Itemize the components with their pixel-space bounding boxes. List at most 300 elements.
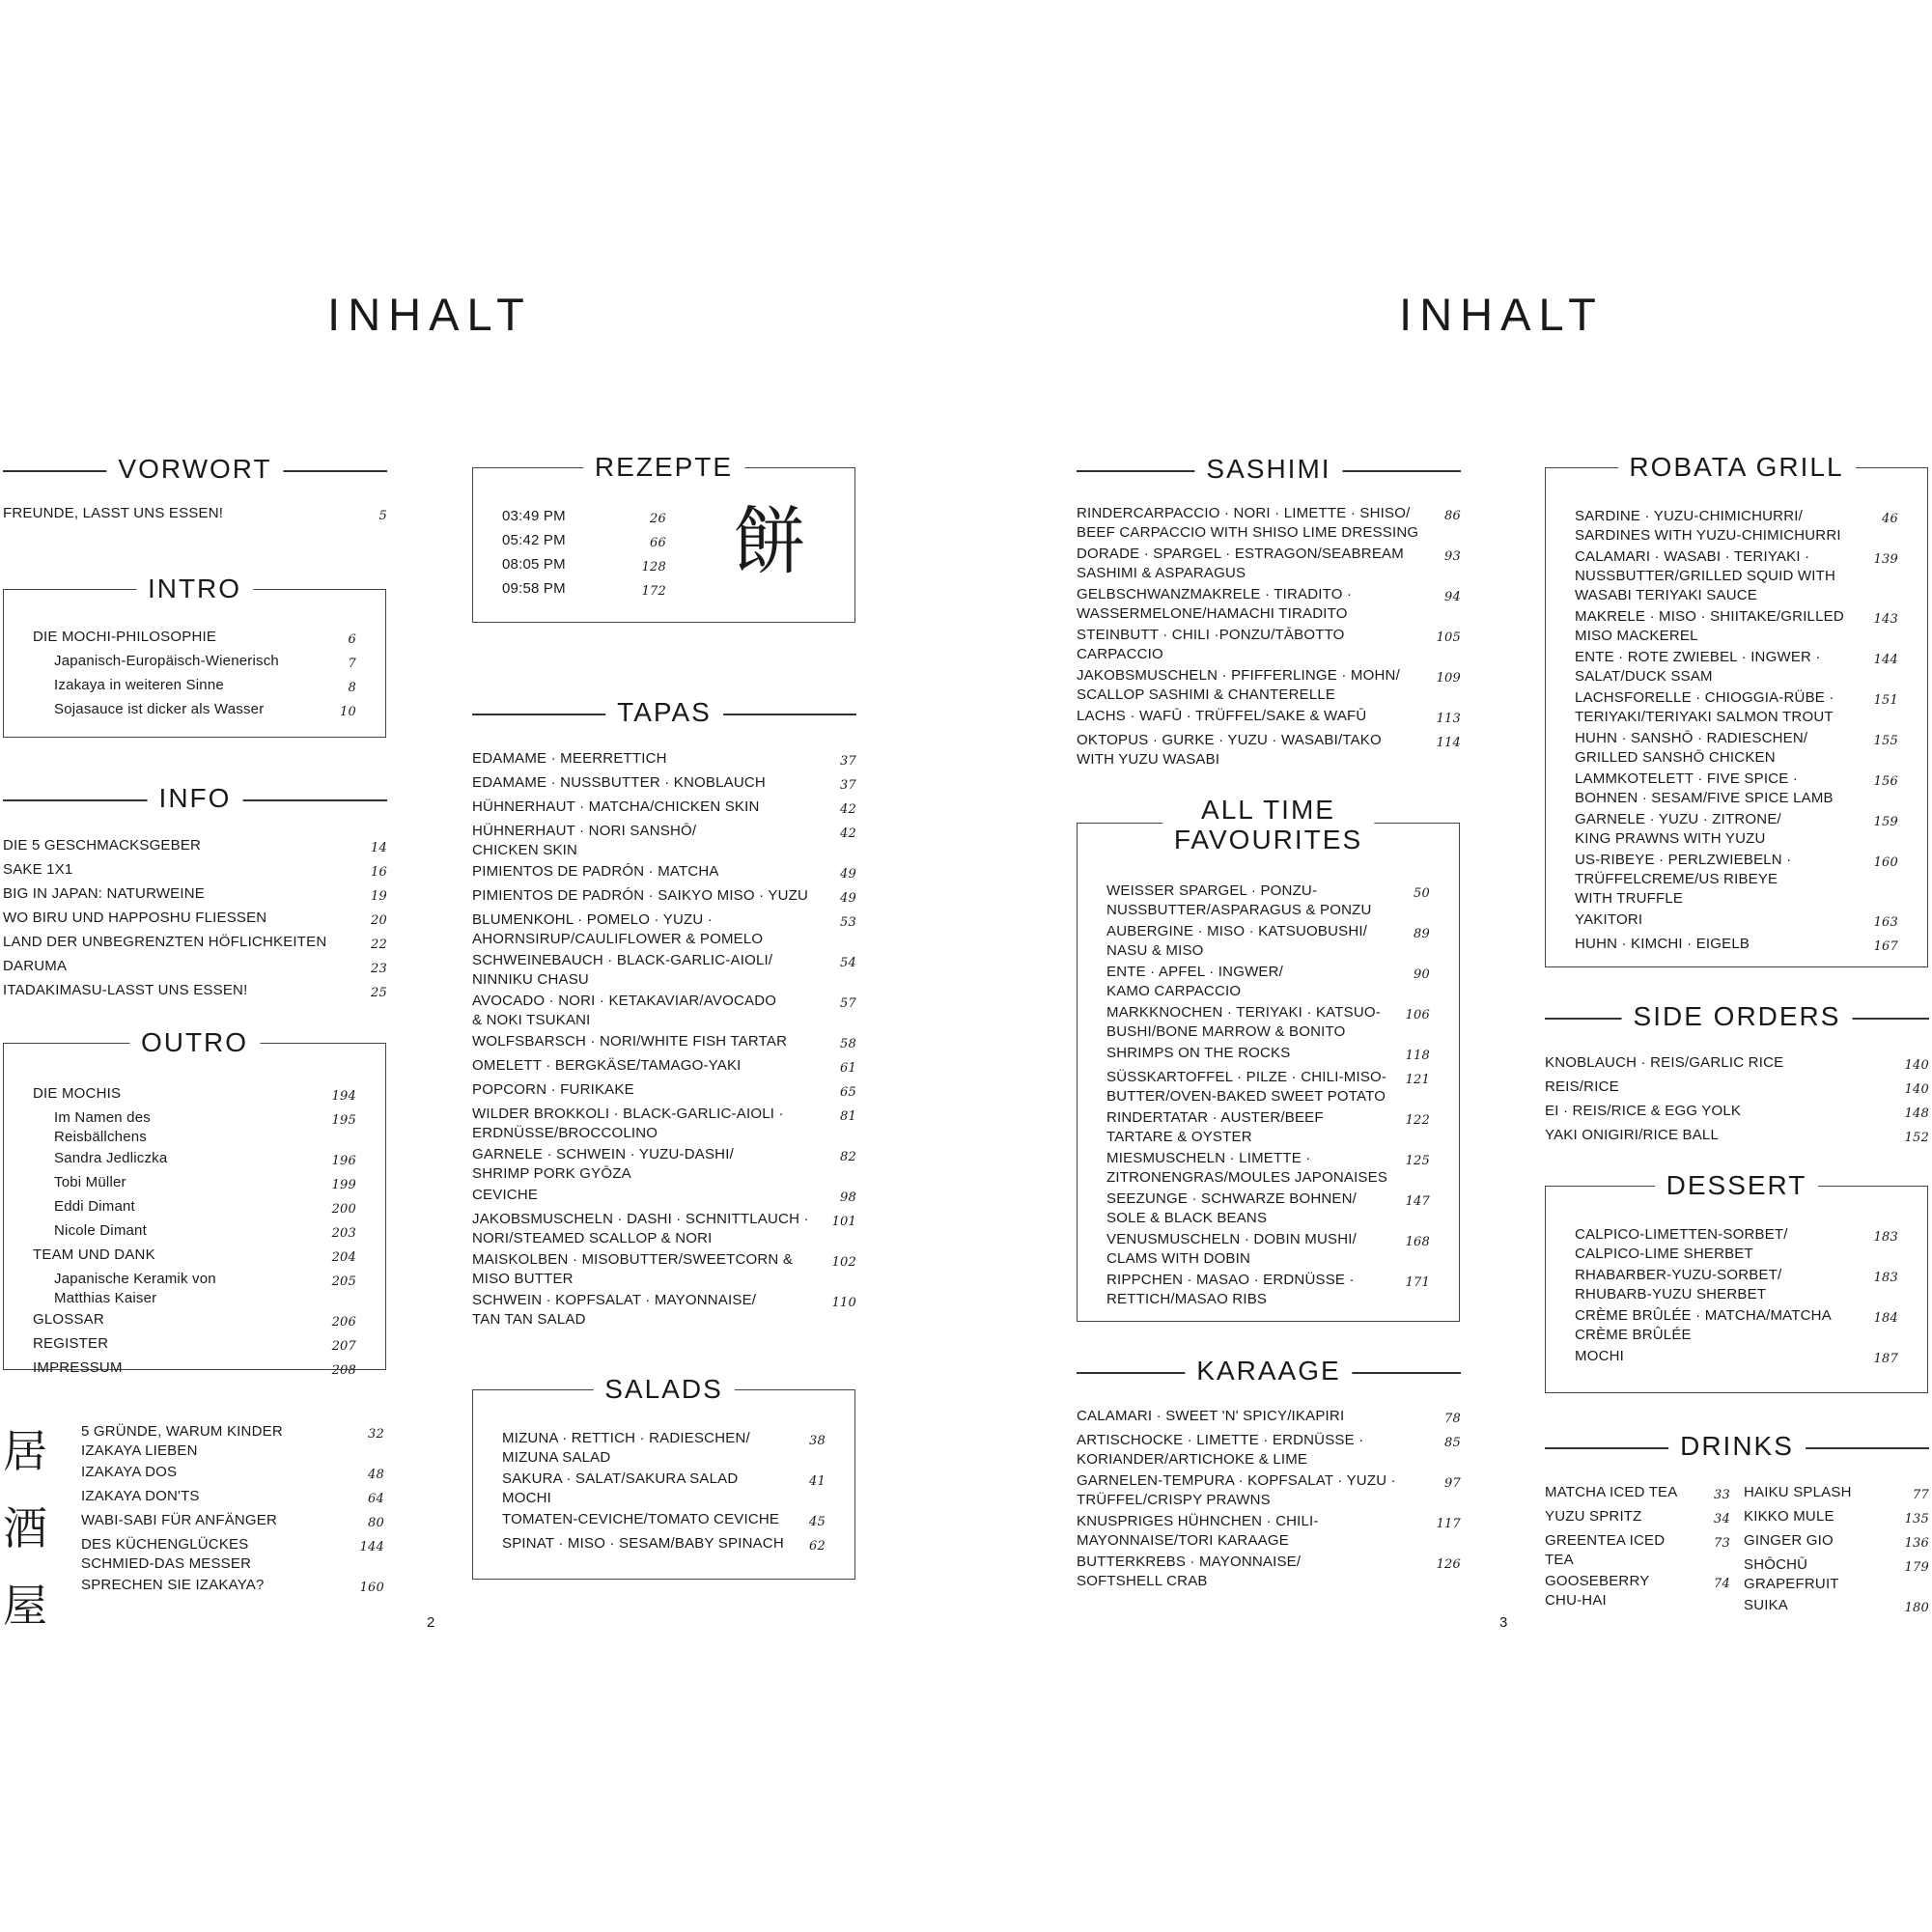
toc-entry: [1545, 1078, 1929, 1100]
toc-entry-title: GREENTEA ICED TEA: [1545, 1532, 1666, 1568]
toc-entry-page: 20: [371, 913, 387, 928]
toc-entry-title: HUHN · SANSHŌ · RADIESCHEN/ GRILLED SANSHŌ CHICKEN: [1575, 730, 1808, 766]
toc-entry-title: JAKOBSMUSCHELN · PFIFFERLINGE · MOHN/ SCALLOP SASHIMI & CHANTERELLE: [1077, 667, 1400, 703]
toc-entry-page: 160: [1873, 855, 1898, 870]
entry-list: [1545, 1053, 1929, 1148]
toc-entry-title: WABI-SABI FÜR ANFÄNGER: [81, 1512, 278, 1528]
toc-entry-title: LACHSFORELLE · CHIOGGIA-RÜBE · TERIYAKI/TERIYAKI SALMON TROUT: [1575, 689, 1834, 725]
toc-entry: [472, 822, 856, 860]
toc-entry-page: 206: [331, 1315, 356, 1330]
toc-entry: [1077, 1553, 1461, 1591]
toc-entry-page: 105: [1436, 630, 1461, 645]
toc-entry-title: CALPICO-LIMETTEN-SORBET/ CALPICO-LIME SHERBET: [1575, 1226, 1788, 1262]
entry-list: [1106, 882, 1430, 1309]
toc-entry: [472, 1291, 856, 1330]
toc-entry: [502, 1534, 826, 1556]
toc-entry-page: 81: [840, 1109, 856, 1124]
toc-entry-page: 25: [371, 986, 387, 1000]
toc-entry: [1077, 1431, 1461, 1470]
toc-entry-page: 66: [650, 536, 666, 550]
section-outro: OUTRO DIE MOCHIS 194 Im Namen des Reisbällchens 195 Sandra Jedliczka 196 Tobi Müller 199 Eddi Dimant 200 Nicole Dimant 203 TEAM UND DANK 204 Japanische Keramik von Matthias Kaiser 205 GLOSSAR 206 REGISTER 207 IMPRESSUM 208: [3, 1043, 386, 1370]
toc-entry: [33, 1270, 356, 1308]
toc-entry-title: DES KÜCHENGLÜCKES SCHMIED-DAS MESSER: [81, 1536, 252, 1572]
toc-entry-page: 101: [831, 1215, 856, 1229]
toc-entry-title: MOCHI: [1575, 1348, 1624, 1364]
toc-entry-page: 106: [1405, 1008, 1430, 1022]
toc-entry-page: 110: [831, 1296, 856, 1310]
toc-entry-title: IZAKAYA DOS: [81, 1464, 178, 1480]
toc-entry-page: 62: [809, 1539, 826, 1554]
toc-entry-page: 125: [1405, 1154, 1430, 1168]
toc-entry-page: 50: [1414, 886, 1430, 901]
section-intro: INTRO DIE MOCHI-PHILOSOPHIE 6 Japanisch-Europäisch-Wienerisch 7 Izakaya in weiteren Sinne 8 Sojasauce ist dicker als Wasser 10: [3, 589, 386, 738]
toc-entry-title: FREUNDE, LASST UNS ESSEN!: [3, 505, 224, 521]
toc-entry: [3, 933, 387, 955]
toc-entry-page: 114: [1436, 736, 1461, 750]
toc-entry: [472, 749, 856, 771]
toc-entry-page: 140: [1904, 1082, 1929, 1097]
page-number-left: 2: [427, 1614, 435, 1631]
section-karaage: [1077, 1352, 1461, 1593]
toc-entry-page: 171: [1405, 1275, 1430, 1290]
section-heading: TAPAS: [472, 693, 856, 732]
toc-entry-title: MATCHA ICED TEA: [1545, 1484, 1678, 1500]
toc-entry-title: ITADAKIMASU-LASST UNS ESSEN!: [3, 982, 248, 998]
toc-entry-page: 180: [1904, 1601, 1929, 1615]
toc-entry-title: LACHS · WAFŪ · TRÜFFEL/SAKE & WAFŪ: [1077, 708, 1367, 724]
toc-entry: [1575, 648, 1898, 686]
toc-entry: [1575, 547, 1898, 605]
toc-entry-title: 03:49 PM: [502, 508, 566, 524]
toc-entry-page: 89: [1414, 927, 1430, 941]
toc-entry: [33, 700, 356, 722]
toc-entry-title: 5 GRÜNDE, WARUM KINDER IZAKAYA LIEBEN: [81, 1423, 283, 1459]
section-tapas: [472, 693, 856, 1331]
toc-entry-page: 38: [809, 1434, 826, 1448]
toc-entry-title: SAKE 1X1: [3, 861, 73, 878]
toc-entry: [1575, 1266, 1898, 1304]
toc-entry: [1575, 810, 1898, 849]
toc-entry: [81, 1463, 384, 1485]
toc-entry-page: 49: [840, 891, 856, 906]
toc-entry: [33, 1173, 356, 1195]
entry-list: [1077, 1407, 1461, 1591]
section-heading: VORWORT: [3, 450, 387, 489]
toc-entry-page: 204: [331, 1250, 356, 1265]
section-salads: SALADS MIZUNA · RETTICH · RADIESCHEN/ MIZUNA SALAD 38 SAKURA · SALAT/SAKURA SALAD MOCHI 41 TOMATEN-CEVICHE/TOMATO CEVICHE 45 SPINAT · MISO · SESAM/BABY SPINACH 62: [472, 1389, 855, 1580]
toc-entry-page: 93: [1444, 549, 1461, 564]
toc-entry: [472, 951, 856, 990]
toc-entry-title: RHABARBER-YUZU-SORBET/ RHUBARB-YUZU SHERBET: [1575, 1267, 1782, 1302]
toc-entry: [1106, 882, 1430, 920]
toc-entry-title: SCHWEIN · KOPFSALAT · MAYONNAISE/ TAN TAN SALAD: [472, 1292, 757, 1328]
toc-entry-page: 8: [348, 681, 356, 695]
toc-entry-page: 143: [1873, 612, 1898, 627]
toc-entry-title: JAKOBSMUSCHELN · DASHI · SCHNITTLAUCH · NORI/STEAMED SCALLOP & NORI: [472, 1211, 809, 1246]
toc-entry-title: SHŌCHŪ GRAPEFRUIT: [1744, 1556, 1839, 1592]
toc-entry-page: 163: [1873, 915, 1898, 930]
toc-entry-page: 155: [1873, 734, 1898, 748]
section-heading: SASHIMI: [1077, 450, 1461, 489]
toc-entry: [3, 981, 387, 1003]
toc-entry: [502, 1429, 826, 1468]
toc-entry: [3, 884, 387, 907]
izakaya-kanji: 居 酒 屋: [3, 1425, 47, 1632]
section-heading: INFO: [3, 779, 387, 818]
toc-entry: [472, 910, 856, 949]
toc-entry-title: TEAM UND DANK: [33, 1246, 155, 1263]
toc-entry-page: 64: [368, 1492, 384, 1506]
toc-entry: [1744, 1483, 1929, 1505]
toc-entry: [1545, 1126, 1929, 1148]
toc-entry: [1077, 626, 1461, 664]
toc-entry: [1106, 1108, 1430, 1147]
toc-entry: [472, 1210, 856, 1248]
toc-entry-title: EDAMAME · NUSSBUTTER · KNOBLAUCH: [472, 774, 766, 791]
toc-entry-page: 102: [831, 1255, 856, 1270]
toc-entry-title: HÜHNERHAUT · NORI SANSHŌ/ CHICKEN SKIN: [472, 823, 697, 858]
toc-entry: [472, 1105, 856, 1143]
toc-entry-title: SÜSSKARTOFFEL · PILZE · CHILI-MISO- BUTTER/OVEN-BAKED SWEET POTATO: [1106, 1069, 1387, 1105]
toc-entry-title: RINDERCARPACCIO · NORI · LIMETTE · SHISO/ BEEF CARPACCIO WITH SHISO LIME DRESSING: [1077, 505, 1419, 541]
toc-entry-title: MARKKNOCHEN · TERIYAKI · KATSUO- BUSHI/BONE MARROW & BONITO: [1106, 1004, 1381, 1040]
toc-entry-page: 16: [371, 865, 387, 880]
toc-entry-page: 179: [1904, 1560, 1929, 1575]
toc-entry-title: SCHWEINEBAUCH · BLACK-GARLIC-AIOLI/ NINNIKU CHASU: [472, 952, 773, 988]
toc-entry: [33, 1084, 356, 1106]
toc-entry-title: Tobi Müller: [54, 1174, 126, 1190]
section-vorwort: [3, 450, 387, 528]
toc-entry: [472, 1186, 856, 1208]
toc-entry-title: SARDINE · YUZU-CHIMICHURRI/ SARDINES WITH YUZU-CHIMICHURRI: [1575, 508, 1841, 544]
toc-entry-page: 184: [1873, 1311, 1898, 1326]
toc-entry-page: 57: [840, 996, 856, 1011]
section-favourites: [1077, 795, 1460, 1322]
toc-entry: [472, 1080, 856, 1103]
section-info: [3, 779, 387, 1005]
toc-entry-title: US-RIBEYE · PERLZWIEBELN · TRÜFFELCREME/US RIBEYE WITH TRUFFLE: [1575, 852, 1792, 907]
toc-entry-page: 90: [1414, 967, 1430, 982]
entry-list: [81, 1422, 384, 1598]
toc-entry-title: BUTTERKREBS · MAYONNAISE/ SOFTSHELL CRAB: [1077, 1554, 1302, 1589]
toc-entry-title: TOMATEN-CEVICHE/TOMATO CEVICHE: [502, 1511, 780, 1527]
toc-entry-page: 33: [1714, 1488, 1730, 1502]
toc-entry: [3, 957, 387, 979]
toc-entry-page: 48: [368, 1468, 384, 1482]
toc-entry: [1744, 1507, 1929, 1529]
toc-entry-page: 65: [840, 1085, 856, 1100]
toc-entry-title: DARUMA: [3, 958, 68, 974]
toc-entry-title: Japanisch-Europäisch-Wienerisch: [54, 653, 279, 669]
toc-entry-page: 10: [340, 705, 356, 719]
toc-entry: [1575, 1306, 1898, 1345]
toc-entry-title: HÜHNERHAUT · MATCHA/CHICKEN SKIN: [472, 798, 760, 815]
toc-entry-title: MAISKOLBEN · MISOBUTTER/SWEETCORN & MISO BUTTER: [472, 1251, 794, 1287]
toc-entry-title: 08:05 PM: [502, 556, 566, 573]
toc-entry-page: 136: [1904, 1536, 1929, 1551]
toc-entry-title: MAKRELE · MISO · SHIITAKE/GRILLED MISO MACKEREL: [1575, 608, 1844, 644]
toc-entry-title: YAKITORI: [1575, 911, 1643, 928]
toc-entry: [1106, 1230, 1430, 1269]
toc-entry-title: REGISTER: [33, 1335, 109, 1352]
toc-entry: [502, 579, 666, 602]
toc-entry-page: 37: [840, 778, 856, 793]
entry-list: [502, 507, 666, 602]
toc-entry-page: 172: [641, 584, 666, 599]
toc-entry-title: DORADE · SPARGEL · ESTRAGON/SEABREAM SASHIMI & ASPARAGUS: [1077, 546, 1404, 581]
toc-entry-title: MIZUNA · RETTICH · RADIESCHEN/ MIZUNA SALAD: [502, 1430, 750, 1466]
toc-entry-page: 168: [1405, 1235, 1430, 1249]
toc-entry: [1077, 1407, 1461, 1429]
toc-entry-page: 6: [348, 632, 356, 647]
toc-entry-page: 14: [371, 841, 387, 855]
toc-entry-title: GARNELE · YUZU · ZITRONE/ KING PRAWNS WITH YUZU: [1575, 811, 1781, 847]
toc-entry-title: WOLFSBARSCH · NORI/WHITE FISH TARTAR: [472, 1033, 788, 1050]
mochi-kanji: 餅: [733, 498, 806, 584]
toc-entry: [1077, 1512, 1461, 1551]
toc-entry-page: 194: [331, 1089, 356, 1104]
toc-entry-page: 80: [368, 1516, 384, 1530]
toc-entry-title: KNOBLAUCH · REIS/GARLIC RICE: [1545, 1054, 1784, 1071]
toc-entry-title: SHRIMPS ON THE ROCKS: [1106, 1045, 1291, 1061]
toc-entry: [1575, 507, 1898, 546]
toc-entry-page: 207: [331, 1339, 356, 1354]
toc-entry-page: 78: [1444, 1412, 1461, 1426]
toc-entry: [81, 1422, 384, 1461]
toc-entry-title: IZAKAYA DON'TS: [81, 1488, 200, 1504]
entry-list: [1575, 1225, 1898, 1369]
toc-entry-title: Eddi Dimant: [54, 1198, 135, 1215]
toc-entry-page: 42: [840, 826, 856, 841]
toc-entry-title: CALAMARI · SWEET 'N' SPICY/IKAPIRI: [1077, 1408, 1345, 1424]
toc-entry-page: 94: [1444, 590, 1461, 604]
section-drinks: [1545, 1427, 1929, 1620]
toc-entry: [472, 798, 856, 820]
toc-entry-title: PIMIENTOS DE PADRÓN · MATCHA: [472, 863, 719, 880]
toc-entry-page: 77: [1913, 1488, 1929, 1502]
toc-entry: [81, 1535, 384, 1574]
toc-entry: [33, 1221, 356, 1244]
toc-entry-title: LAND DER UNBEGRENZTEN HÖFLICHKEITEN: [3, 934, 327, 950]
toc-entry-page: 147: [1405, 1194, 1430, 1209]
toc-entry: [33, 1108, 356, 1147]
toc-entry: [502, 507, 666, 529]
section-heading: DRINKS: [1545, 1427, 1929, 1466]
toc-entry: [33, 1246, 356, 1268]
toc-entry-page: 152: [1904, 1131, 1929, 1145]
toc-entry-page: 23: [371, 962, 387, 976]
section-izakaya: [81, 1422, 384, 1600]
section-rezepte: REZEPTE 03:49 PM 26 05:42 PM 66 08:05 PM 128 09:58 PM 172 餅: [472, 467, 855, 623]
toc-entry-page: 148: [1904, 1106, 1929, 1121]
toc-entry: [1545, 1483, 1730, 1505]
toc-entry: [1106, 1044, 1430, 1066]
toc-entry-page: 73: [1714, 1536, 1730, 1551]
toc-entry-title: GINGER GIO: [1744, 1532, 1834, 1549]
toc-entry-page: 45: [809, 1515, 826, 1529]
toc-entry: [3, 836, 387, 858]
toc-entry-page: 139: [1873, 552, 1898, 567]
toc-entry: [1575, 607, 1898, 646]
toc-entry-title: POPCORN · FURIKAKE: [472, 1081, 634, 1098]
toc-entry: [502, 1510, 826, 1532]
toc-entry-title: WO BIRU UND HAPPOSHU FLIESSEN: [3, 910, 267, 926]
entry-list: [472, 749, 856, 1330]
toc-entry-title: Sojasauce ist dicker als Wasser: [54, 701, 265, 717]
toc-entry: [472, 886, 856, 909]
toc-entry-title: SUIKA: [1744, 1597, 1789, 1613]
toc-entry-page: 156: [1873, 774, 1898, 789]
toc-entry: [1077, 707, 1461, 729]
toc-entry-page: 61: [840, 1061, 856, 1076]
toc-entry: [1077, 585, 1461, 624]
toc-entry-page: 98: [840, 1190, 856, 1205]
toc-entry: [1545, 1507, 1730, 1529]
toc-entry: [81, 1576, 384, 1598]
toc-entry-page: 160: [359, 1581, 384, 1595]
toc-entry: [81, 1487, 384, 1509]
toc-entry-page: 54: [840, 956, 856, 970]
entry-list: [1575, 507, 1898, 957]
toc-entry: [1575, 910, 1898, 933]
entry-list: [1545, 1483, 1730, 1620]
toc-entry-page: 34: [1714, 1512, 1730, 1526]
toc-entry-title: SPINAT · MISO · SESAM/BABY SPINACH: [502, 1535, 784, 1552]
section-dessert: DESSERT CALPICO-LIMETTEN-SORBET/ CALPICO-LIME SHERBET 183 RHABARBER-YUZU-SORBET/ RHUBARB-YUZU SHERBET 183 CRÈME BRÛLÉE · MATCHA/MATCHA CRÈME BRÛLÉE 184 MOCHI 187: [1545, 1186, 1928, 1393]
toc-entry: [472, 1056, 856, 1078]
toc-entry: [1077, 731, 1461, 770]
toc-entry-title: REIS/RICE: [1545, 1078, 1619, 1095]
toc-entry: [33, 1334, 356, 1357]
toc-entry-page: 109: [1436, 671, 1461, 686]
toc-entry-page: 195: [331, 1113, 356, 1128]
toc-entry-page: 32: [368, 1427, 384, 1442]
toc-entry-page: 135: [1904, 1512, 1929, 1526]
toc-entry: [472, 773, 856, 796]
toc-entry: [1545, 1572, 1730, 1610]
toc-entry-title: WEISSER SPARGEL · PONZU- NUSSBUTTER/ASPARAGUS & PONZU: [1106, 882, 1372, 918]
toc-entry: [1744, 1531, 1929, 1554]
toc-entry: [1545, 1102, 1929, 1124]
section-side-orders: [1545, 997, 1929, 1150]
toc-entry-page: 86: [1444, 509, 1461, 523]
toc-entry-title: EI · REIS/RICE & EGG YOLK: [1545, 1103, 1742, 1119]
toc-entry: [33, 1310, 356, 1332]
toc-entry-title: RINDERTATAR · AUSTER/BEEF TARTARE & OYSTER: [1106, 1109, 1324, 1145]
toc-entry: [1077, 545, 1461, 583]
toc-entry-page: 117: [1436, 1517, 1461, 1531]
toc-entry: [33, 1358, 356, 1381]
toc-entry-page: 121: [1405, 1073, 1430, 1087]
toc-entry-title: DIE 5 GESCHMACKSGEBER: [3, 837, 202, 854]
toc-entry: [502, 1470, 826, 1508]
toc-entry-title: Im Namen des Reisbällchens: [54, 1109, 151, 1145]
toc-entry: [472, 1032, 856, 1054]
toc-entry-title: AUBERGINE · MISO · KATSUOBUSHI/ NASU & MISO: [1106, 923, 1368, 959]
toc-entry-page: 196: [331, 1154, 356, 1168]
section-sashimi: [1077, 450, 1461, 771]
toc-entry-page: 122: [1405, 1113, 1430, 1128]
toc-entry-page: 203: [331, 1226, 356, 1241]
toc-entry-title: SAKURA · SALAT/SAKURA SALAD MOCHI: [502, 1470, 739, 1506]
toc-entry-page: 19: [371, 889, 387, 904]
toc-entry-title: Japanische Keramik von Matthias Kaiser: [54, 1271, 216, 1306]
toc-entry-title: CRÈME BRÛLÉE · MATCHA/MATCHA CRÈME BRÛLÉE: [1575, 1307, 1832, 1343]
toc-entry: [1575, 770, 1898, 808]
toc-entry-page: 7: [348, 657, 356, 671]
toc-entry: [33, 1149, 356, 1171]
toc-entry-page: 37: [840, 754, 856, 769]
right-page-title: INHALT: [1399, 289, 1604, 340]
toc-entry-title: CEVICHE: [472, 1187, 539, 1203]
toc-entry: [1077, 504, 1461, 543]
section-heading: SIDE ORDERS: [1545, 997, 1929, 1036]
toc-entry-page: 144: [359, 1540, 384, 1554]
toc-entry-page: 183: [1873, 1230, 1898, 1245]
toc-entry-page: 183: [1873, 1271, 1898, 1285]
toc-entry-page: 22: [371, 938, 387, 952]
toc-entry-title: GELBSCHWANZMAKRELE · TIRADITO · WASSERMELONE/HAMACHI TIRADITO: [1077, 586, 1353, 622]
toc-entry-title: LAMMKOTELETT · FIVE SPICE · BOHNEN · SESAM/FIVE SPICE LAMB: [1575, 770, 1834, 806]
toc-entry-title: IMPRESSUM: [33, 1359, 123, 1376]
toc-entry: [1575, 935, 1898, 957]
toc-entry-title: ENTE · ROTE ZWIEBEL · INGWER · SALAT/DUCK SSAM: [1575, 649, 1821, 685]
toc-entry-page: 187: [1873, 1352, 1898, 1366]
toc-entry-title: 05:42 PM: [502, 532, 566, 548]
toc-entry: [1077, 666, 1461, 705]
toc-entry: [1744, 1596, 1929, 1618]
toc-entry: [1106, 1190, 1430, 1228]
toc-entry-page: 97: [1444, 1476, 1461, 1491]
entry-list: [3, 836, 387, 1003]
entry-list: [502, 1429, 826, 1556]
toc-entry: [472, 992, 856, 1030]
entry-list: [33, 1084, 356, 1381]
toc-entry: [1106, 963, 1430, 1001]
toc-entry-title: OKTOPUS · GURKE · YUZU · WASABI/TAKO WITH YUZU WASABI: [1077, 732, 1382, 768]
toc-entry: [472, 1250, 856, 1289]
toc-entry-title: Izakaya in weiteren Sinne: [54, 677, 224, 693]
toc-entry: [33, 1197, 356, 1219]
toc-entry-title: YAKI ONIGIRI/RICE BALL: [1545, 1127, 1720, 1143]
toc-entry: [1106, 922, 1430, 961]
toc-entry-page: 42: [840, 802, 856, 817]
toc-entry: [472, 1145, 856, 1184]
toc-entry: [33, 652, 356, 674]
toc-entry-title: RIPPCHEN · MASAO · ERDNÜSSE · RETTICH/MASAO RIBS: [1106, 1272, 1355, 1307]
toc-entry: [472, 862, 856, 884]
toc-entry-page: 74: [1714, 1577, 1730, 1591]
toc-entry-title: CALAMARI · WASABI · TERIYAKI · NUSSBUTTER/GRILLED SQUID WITH WASABI TERIYAKI SAUCE: [1575, 548, 1835, 603]
toc-entry-page: 49: [840, 867, 856, 882]
toc-entry-page: 26: [650, 512, 666, 526]
toc-entry-page: 85: [1444, 1436, 1461, 1450]
left-page-title: INHALT: [327, 289, 532, 340]
toc-entry: [3, 909, 387, 931]
toc-entry-title: BIG IN JAPAN: NATURWEINE: [3, 885, 205, 902]
favourites-heading: ALL TIME FAVOURITES: [1162, 795, 1374, 854]
toc-entry-title: 09:58 PM: [502, 580, 566, 597]
toc-entry: [1545, 1053, 1929, 1076]
toc-entry-title: MIESMUSCHELN · LIMETTE · ZITRONENGRAS/MOULES JAPONAISES: [1106, 1150, 1388, 1186]
toc-entry-page: 5: [378, 509, 387, 523]
toc-entry: [1575, 729, 1898, 768]
toc-entry-page: 200: [331, 1202, 356, 1217]
entry-list: [1077, 504, 1461, 770]
entry-list: [1744, 1483, 1929, 1620]
toc-entry-title: SPRECHEN SIE IZAKAYA?: [81, 1577, 265, 1593]
toc-entry-title: VENUSMUSCHELN · DOBIN MUSHI/ CLAMS WITH DOBIN: [1106, 1231, 1357, 1267]
